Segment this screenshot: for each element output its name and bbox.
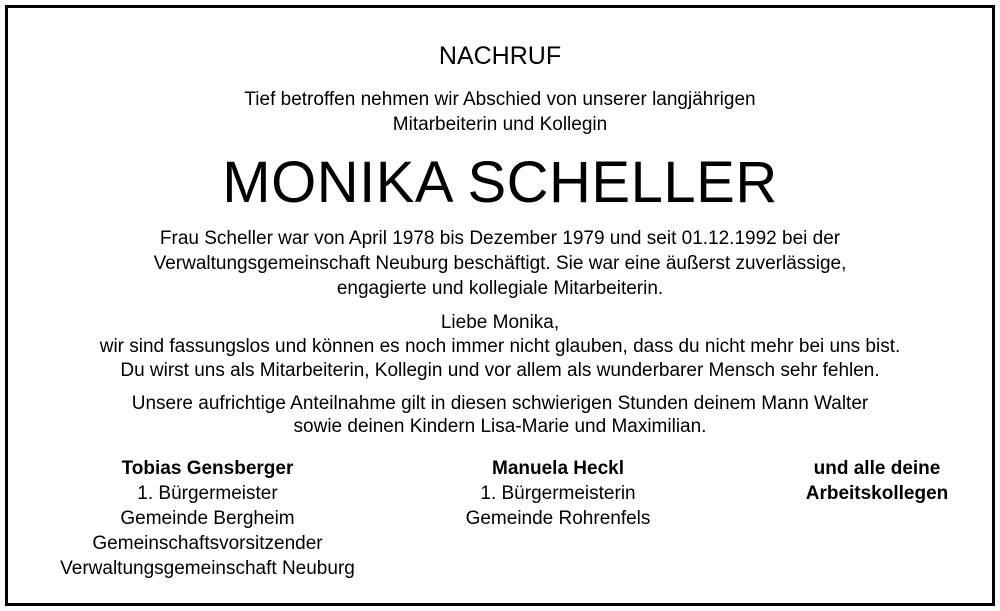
personal-line-2: Du wirst uns als Mitarbeiterin, Kollegin und vor allem als wunderbarer Mensch sehr fehlen.	[120, 360, 880, 381]
intro-line-2: Mitarbeiterin und Kollegin	[392, 114, 608, 135]
signatory-middle	[408, 456, 708, 531]
notice-title: NACHRUF	[438, 42, 562, 70]
employment-line-1: Frau Scheller war von April 1978 bis Dezember 1979 und seit 01.12.1992 bei der	[159, 228, 841, 249]
condolence-line-1: Unsere aufrichtige Anteilnahme gilt in diesen schwierigen Stunden deinem Mann Walter	[131, 393, 869, 414]
signatory-left-municipality: Gemeinde Bergheim	[120, 508, 295, 529]
signatory-left	[20, 456, 395, 581]
signatory-right-line-1: und alle deine	[813, 458, 941, 479]
employment-line-2: Verwaltungsgemeinschaft Neuburg beschäftigt. Sie war eine äußerst zuverlässige,	[153, 253, 847, 274]
deceased-name: MONIKA SCHELLER	[222, 150, 778, 215]
personal-salutation: Liebe Monika,	[440, 312, 560, 333]
signatory-left-role: 1. Bürgermeister	[137, 483, 278, 504]
employment-line-3: engagierte und kollegiale Mitarbeiterin.	[336, 278, 664, 299]
signatory-left-title: Gemeinschaftsvorsitzender	[92, 533, 323, 554]
signatory-left-organization: Verwaltungsgemeinschaft Neuburg	[60, 558, 355, 579]
condolence-line-2: sowie deinen Kindern Lisa-Marie und Maximilian.	[293, 416, 707, 437]
personal-line-1: wir sind fassungslos und können es noch immer nicht glauben, dass du nicht mehr bei uns bist.	[99, 336, 901, 357]
intro-line-1: Tief betroffen nehmen wir Abschied von unserer langjährigen	[244, 89, 756, 110]
signatory-right	[752, 456, 1000, 506]
signatory-right-line-2: Arbeitskollegen	[805, 483, 949, 504]
signatory-left-name: Tobias Gensberger	[121, 458, 294, 479]
signatory-middle-name: Manuela Heckl	[492, 458, 624, 479]
signatory-middle-municipality: Gemeinde Rohrenfels	[465, 508, 651, 529]
signatory-middle-role: 1. Bürgermeisterin	[480, 483, 636, 504]
